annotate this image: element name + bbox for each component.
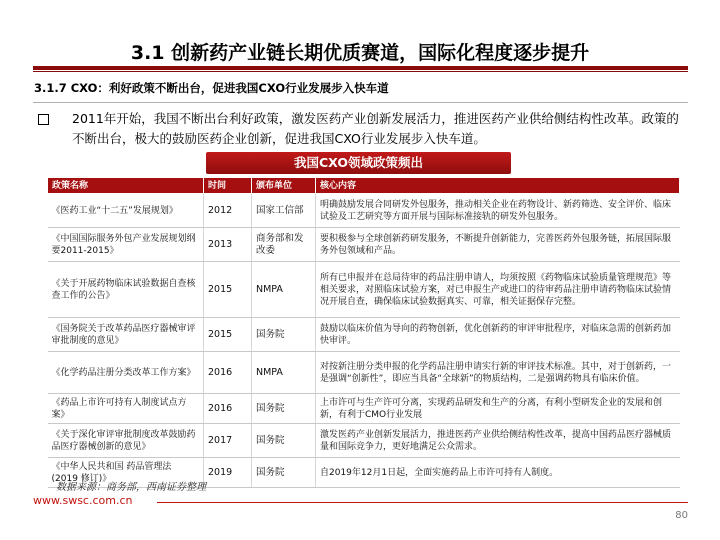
- section-subheading: 3.1.7 CXO：利好政策不断出台，促进我国CXO行业发展步入快车道: [34, 81, 389, 95]
- bullet-paragraph: [38, 109, 690, 149]
- cell-policy-name: 《国务院关于改革药品医疗器械审评审批制度的意见》: [48, 318, 204, 352]
- header-issuer: 颁布单位: [252, 178, 316, 194]
- cell-policy-name: 《关于深化审评审批制度改革鼓励药品医疗器械创新的意见》: [48, 424, 204, 458]
- cell-core-content: 要积极参与全球创新药研发服务，不断提升创新能力，完善医药外包服务链，拓展国际服务外包领域和产品。: [316, 228, 680, 262]
- cell-core-content: 上市许可与生产许可分离，实现药品研发和生产的分离，有利小型研发企业的发展和创新，有利于CMO行业发展: [316, 394, 680, 424]
- table-title-banner: 我国CXO领域政策频出: [206, 152, 511, 174]
- cell-issuer: 国家工信部: [252, 194, 316, 228]
- title-divider-thick: [33, 66, 688, 70]
- cell-year: 2016: [204, 352, 252, 394]
- header-core-content: 核心内容: [316, 178, 680, 194]
- cell-year: 2012: [204, 194, 252, 228]
- cell-policy-name: 《化学药品注册分类改革工作方案》: [48, 352, 204, 394]
- bullet-text: 2011年开始，我国不断出台利好政策，激发医药产业创新发展活力，推进医药产业供给侧结构性改革。政策的不断出台，极大的鼓励医药企业创新，促进我国CXO行业发展步入快车道。: [72, 111, 679, 146]
- cell-policy-name: 《中国国际服务外包产业发展规划纲要2011-2015》: [48, 228, 204, 262]
- table-row: [48, 352, 680, 394]
- cell-year: 2016: [204, 394, 252, 424]
- cell-year: 2017: [204, 424, 252, 458]
- checkbox-bullet-icon: [38, 114, 49, 125]
- cell-policy-name: 《中华人民共和国 药品管理法 (2019 修订)》: [48, 458, 204, 488]
- cell-core-content: 明确鼓励发展合同研发外包服务，推动相关企业在药物设计、新药筛选、安全评价、临床试验及工艺研究等方面开展与国际标准接轨的研发外包服务。: [316, 194, 680, 228]
- cell-issuer: 国务院: [252, 424, 316, 458]
- slide-title: 3.1 创新药产业链长期优质赛道，国际化程度逐步提升: [130, 42, 590, 64]
- table-row: [48, 424, 680, 458]
- title-divider-thin: [33, 71, 688, 72]
- cell-year: 2019: [204, 458, 252, 488]
- data-source-note: 数据来源：商务部，西南证券整理: [56, 482, 206, 493]
- subheading-divider: [33, 102, 688, 103]
- cell-issuer: NMPA: [252, 262, 316, 318]
- header-policy-name: 政策名称: [48, 178, 204, 194]
- table-row: [48, 262, 680, 318]
- table-row: [48, 228, 680, 262]
- cell-issuer: NMPA: [252, 352, 316, 394]
- cell-core-content: 鼓励以临床价值为导向的药物创新，优化创新药的审评审批程序，对临床急需的创新药加快审评。: [316, 318, 680, 352]
- table-header-row: [48, 178, 680, 194]
- table-row: [48, 394, 680, 424]
- cell-issuer: 国务院: [252, 318, 316, 352]
- cell-issuer: 商务部和发改委: [252, 228, 316, 262]
- cell-issuer: 国务院: [252, 458, 316, 488]
- cell-core-content: 自2019年12月1日起，全面实施药品上市许可持有人制度。: [316, 458, 680, 488]
- cell-year: 2013: [204, 228, 252, 262]
- website-link[interactable]: www.swsc.com.cn: [33, 494, 133, 507]
- table-row: [48, 318, 680, 352]
- cell-core-content: 所有已申报并在总局待审的药品注册申请人，均须按照《药物临床试验质量管理规范》等相关要求，对照临床试验方案，对已申报生产或进口的待审药品注册申请药物临床试验情况开展自查，确保临床试验数据真实、可靠，相关证据保存完整。: [316, 262, 680, 318]
- table-row: [48, 194, 680, 228]
- cell-year: 2015: [204, 318, 252, 352]
- cell-policy-name: 《医药工业“十二五”发展规划》: [48, 194, 204, 228]
- header-year: 时间: [204, 178, 252, 194]
- cell-policy-name: 《关于开展药物临床试验数据自查核查工作的公告》: [48, 262, 204, 318]
- footer-divider: [157, 502, 688, 503]
- cell-year: 2015: [204, 262, 252, 318]
- policy-table: [47, 177, 680, 488]
- cell-core-content: 对按新注册分类申报的化学药品注册申请实行新的审评技术标准。其中，对于创新药，一是强调“创新性”，即应当具备“全球新”的物质结构，二是强调药物具有临床价值。: [316, 352, 680, 394]
- cell-issuer: 国务院: [252, 394, 316, 424]
- cell-core-content: 激发医药产业创新发展活力，推进医药产业供给侧结构性改革，提高中国药品医疗器械质量和国际竞争力，更好地满足公众需求。: [316, 424, 680, 458]
- page-number: 80: [675, 510, 688, 521]
- cell-policy-name: 《药品上市许可持有人制度试点方案》: [48, 394, 204, 424]
